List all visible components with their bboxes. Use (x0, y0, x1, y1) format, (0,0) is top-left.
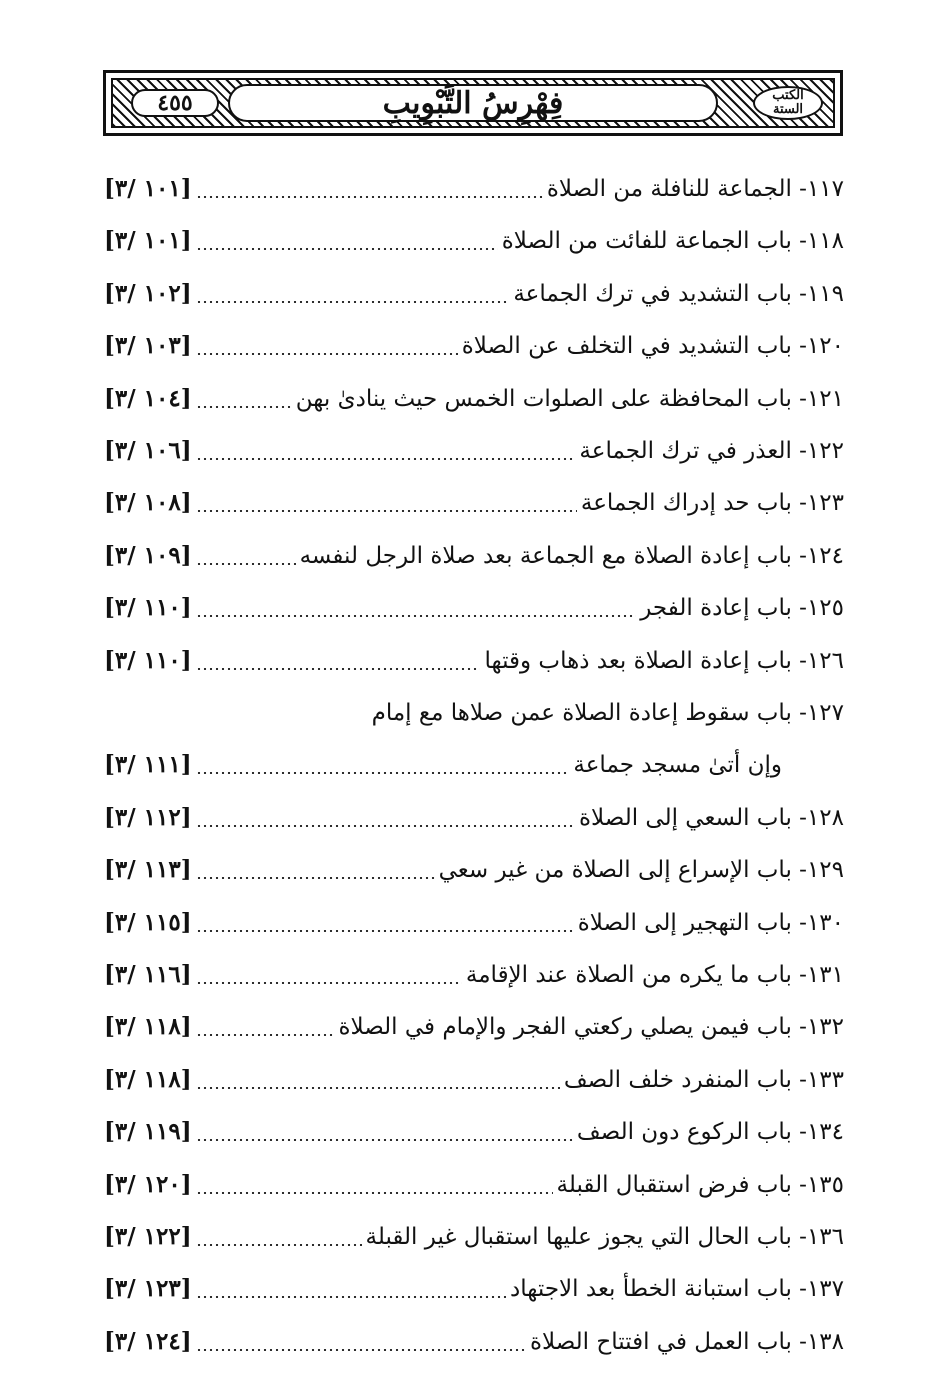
title-cartouche (228, 84, 718, 122)
dot-leader (196, 825, 575, 827)
toc-entry-title: ١٢٦- باب إعادة الصلاة بعد ذهاب وقتها (484, 647, 844, 674)
toc-entry-title: ١٢٤- باب إعادة الصلاة مع الجماعة بعد صلاة الرجل لنفسه (299, 542, 844, 569)
toc-entry (104, 1107, 844, 1147)
toc-entry-title: ١٢١- باب المحافظة على الصلوات الخمس حيث ينادىٰ بهن (295, 385, 844, 412)
dot-leader (196, 353, 458, 355)
toc-entry-title: وإن أتىٰ مسجد جماعة (573, 752, 782, 779)
toc-entry-reference: [١٠١ /٣] (104, 175, 192, 202)
toc-entry (104, 583, 844, 623)
toc-entry-title: ١٢٧- باب سقوط إعادة الصلاة عمن صلاها مع إمام (371, 700, 844, 726)
page-number: ٤٥٥ (157, 90, 193, 116)
toc-entry (104, 1264, 844, 1304)
dot-leader (196, 1192, 553, 1194)
toc-entry-reference: [١٢٠ /٣] (104, 1170, 192, 1198)
toc-entry-title: ١٣٤- باب الركوع دون الصف (576, 1119, 844, 1146)
toc-entry (104, 740, 844, 780)
toc-entry-reference: [١٢٢ /٣] (104, 1223, 192, 1250)
toc-entry-title: ١٣٠- باب التهجير إلى الصلاة (577, 909, 844, 936)
toc-entry (104, 1002, 844, 1042)
toc-entry (104, 531, 844, 571)
header-ornament-band (111, 78, 835, 128)
dot-leader (196, 1349, 526, 1351)
toc-entry-title: ١٣٢- باب فيمن يصلي ركعتي الفجر والإمام في الصلاة (338, 1014, 844, 1041)
dot-leader (196, 406, 292, 408)
toc-entry-reference: [١٠٨ /٣] (104, 489, 192, 517)
toc-entry-reference: [١١٦ /٣] (104, 961, 192, 988)
toc-entry-title: ١٢٥- باب إعادة الفجر (640, 595, 844, 622)
toc-entry-reference: [١١٨ /٣] (104, 1065, 192, 1093)
page-number-cartouche (131, 89, 219, 117)
dot-leader (196, 301, 510, 303)
toc-entry-reference: [١٢٤ /٣] (104, 1327, 192, 1355)
toc-entry-title: ١٣٥- باب فرض استقبال القبلة (556, 1171, 844, 1198)
dot-leader (196, 772, 570, 774)
toc-entry (104, 845, 844, 885)
toc-entry (104, 636, 844, 676)
toc-entry (104, 269, 844, 309)
toc-entry-reference: [١٠١ /٣] (104, 227, 192, 255)
dot-leader (196, 1244, 362, 1246)
dot-leader (196, 1087, 560, 1089)
toc-entry-reference: [١٠٢ /٣] (104, 279, 192, 307)
toc-entry-title: ١٣٣- باب المنفرد خلف الصف (563, 1066, 844, 1093)
publisher-logo-text: الكتب الستة (772, 88, 804, 117)
toc-entry (104, 1160, 844, 1200)
toc-entry (104, 216, 844, 256)
dot-leader (196, 668, 481, 670)
dot-leader (196, 615, 637, 617)
dot-leader (196, 510, 577, 512)
toc-entry-title: ١٣١- باب ما يكره من الصلاة عند الإقامة (465, 962, 844, 988)
toc-entry (104, 164, 844, 204)
toc-entry-reference: [١١١ /٣] (104, 751, 192, 779)
toc-entry (104, 321, 844, 361)
toc-entry-title: ١٣٧- باب استبانة الخطأ بعد الاجتهاد (510, 1276, 844, 1303)
toc-entry-reference: [١٠٩ /٣] (104, 541, 192, 569)
toc-entry-reference: [١١٨ /٣] (104, 1013, 192, 1041)
toc-entry (104, 478, 844, 518)
dot-leader (196, 1034, 335, 1036)
toc-entry-title: ١٢٢- العذر في ترك الجماعة (579, 438, 844, 464)
dot-leader (196, 196, 543, 198)
toc-entry (104, 898, 844, 938)
toc-entry-title: ١٣٦- باب الحال التي يجوز عليها استقبال غير القبلة (365, 1224, 844, 1250)
toc-entry (104, 950, 844, 990)
publisher-logo (753, 86, 823, 120)
toc-entry-reference: [١٠٦ /٣] (104, 437, 192, 464)
page-header (103, 70, 843, 136)
toc-entry-title: ١١٧- الجماعة للنافلة من الصلاة (546, 176, 844, 202)
toc-entry (104, 1055, 844, 1095)
toc-entry-reference: [١١٩ /٣] (104, 1118, 192, 1146)
toc-entry-title: ١٢٨- باب السعي إلى الصلاة (578, 804, 844, 831)
toc-entry-reference: [١١٥ /٣] (104, 908, 192, 936)
toc-entry-reference: [١١٣ /٣] (104, 856, 192, 884)
toc-entry-reference: [١١٠ /٣] (104, 594, 192, 622)
toc-entry (104, 1317, 844, 1357)
dot-leader (196, 563, 296, 565)
toc-entry (104, 1212, 844, 1252)
toc-entry (104, 426, 844, 466)
toc-entry-title: ١٢٠- باب التشديد في التخلف عن الصلاة (461, 333, 844, 360)
toc-entry-title: ١١٨- باب الجماعة للفائت من الصلاة (501, 228, 844, 255)
toc-entry-reference: [١٠٣ /٣] (104, 332, 192, 360)
toc-entry-reference: [١١٢ /٣] (104, 803, 192, 831)
dot-leader (196, 1139, 573, 1141)
toc-entry (104, 793, 844, 833)
dot-leader (196, 458, 576, 460)
toc-entry-title: ١٢٣- باب حد إدراك الجماعة (580, 490, 844, 517)
toc-entry (104, 374, 844, 414)
toc-entry-title: ١١٩- باب التشديد في ترك الجماعة (513, 280, 844, 307)
toc-entry (104, 688, 844, 728)
dot-leader (196, 982, 462, 984)
toc-entry-title: ١٢٩- باب الإسراع إلى الصلاة من غير سعي (438, 857, 844, 884)
toc-entry-reference: [١١٠ /٣] (104, 646, 192, 674)
toc-entry-title: ١٣٨- باب العمل في افتتاح الصلاة (529, 1328, 844, 1355)
toc-entry-reference: [١٢٣ /٣] (104, 1275, 192, 1303)
page-title: فِهْرِسُ التَّبْوِيبِ (382, 85, 564, 121)
dot-leader (196, 1296, 506, 1298)
dot-leader (196, 877, 435, 879)
dot-leader (196, 930, 574, 932)
dot-leader (196, 248, 498, 250)
toc-entry-reference: [١٠٤ /٣] (104, 384, 192, 412)
